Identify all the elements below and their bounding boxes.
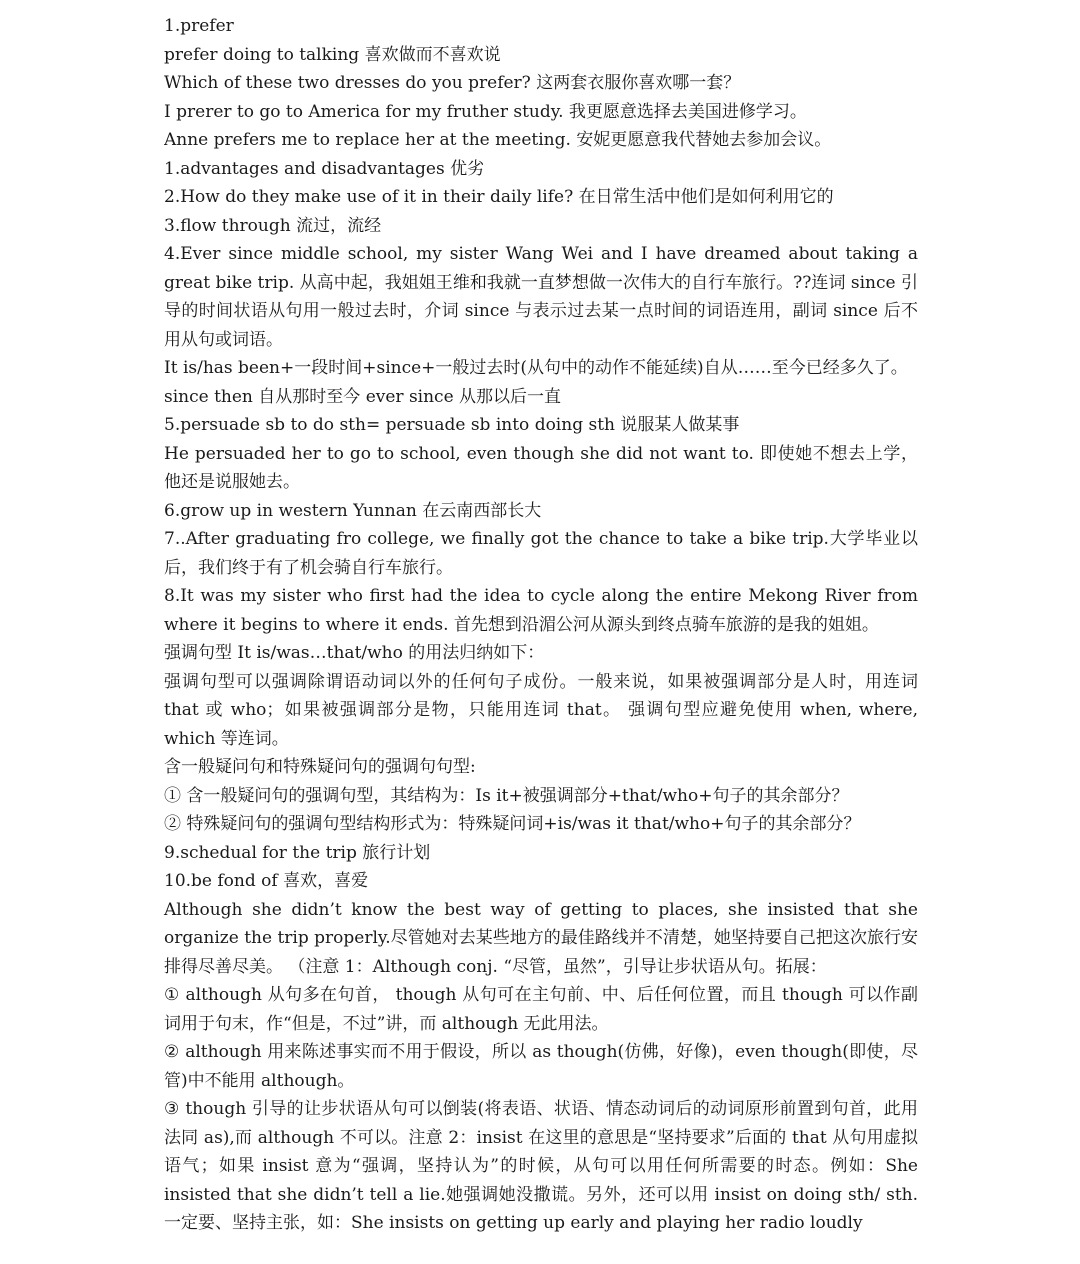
text-line: 10.be fond of 喜欢，喜爱 [164,871,369,891]
document-body [164,12,918,1238]
text-line: 4.Ever since middle school, my sister Wang Wei and I have dreamed about taking a great bike trip. 从高中起，我姐姐王维和我就一直梦想做一次伟大的自行车旅行。??连词 since 引导的时间状语从句用一般过去时，介词 since 与表示过去某一点时间的词语连用，副词 since 后不用从句或词语。 [164,244,918,350]
text-line: 3.flow through 流过，流经 [164,215,382,236]
text-line: ② 特殊疑问句的强调句型结构形式为：特殊疑问词+is/was it that/who+句子的其余部分？ [164,814,861,834]
text-line: 8.It was my sister who first had the idea to cycle along the entire Mekong River from where it begins to where it ends. 首先想到沿湄公河从源头到终点骑车旅游的是我的姐姐。 [164,586,918,635]
text-line: 5.persuade sb to do sth= persuade sb into doing sth 说服某人做某事 [164,415,740,435]
text-line: Which of these two dresses do you prefer? 这两套衣服你喜欢哪一套？ [164,73,741,93]
text-line: ② although 用来陈述事实而不用于假设，所以 as though(仿佛，好像)，even though(即使，尽管)中不能用 although。 [164,1042,918,1091]
text-line: 6.grow up in western Yunnan 在云南西部长大 [164,500,542,521]
text-line: 1.prefer [164,16,234,36]
text-line: I prerer to go to America for my fruther study. 我更愿意选择去美国进修学习。 [164,101,807,122]
text-line: 强调句型 It is/was…that/who 的用法归纳如下： [164,643,545,663]
text-line: It is/has been+一段时间+since+一般过去时(从句中的动作不能延续)自从……至今已经多久了。 [164,358,908,378]
text-line: since then 自从那时至今 ever since 从那以后一直 [164,386,562,407]
text-line: ① although 从句多在句首， though 从句可在主句前、中、后任何位置，而且 though 可以作副词用于句末，作“但是，不过”讲，而 although 无此用法。 [164,985,918,1034]
text-line: He persuaded her to go to school, even though she did not want to. 即使她不想去上学，他还是说服她去。 [164,443,918,492]
text-line: 1.advantages and disadvantages 优劣 [164,158,485,179]
text-line: 9.schedual for the trip 旅行计划 [164,842,431,863]
text-line: 强调句型可以强调除谓语动词以外的任何句子成份。一般来说，如果被强调部分是人时，用连词 that 或 who；如果被强调部分是物，只能用连词 that。 强调句型应避免使用 when, where, which 等连词。 [164,671,918,749]
text-line: Anne prefers me to replace her at the meeting. 安妮更愿意我代替她去参加会议。 [164,130,832,150]
text-line: 含一般疑问句和特殊疑问句的强调句句型: [164,757,476,777]
text-line: 7..After graduating fro college, we finally got the chance to take a bike trip.大学毕业以后，我们终于有了机会骑自行车旅行。 [164,529,918,578]
text-line: ① 含一般疑问句的强调句型，其结构为：Is it+被强调部分+that/who+句子的其余部分？ [164,785,849,806]
text-line: ③ though 引导的让步状语从句可以倒装(将表语、状语、情态动词后的动词原形前置到句首，此用法同 as),而 although 不可以。注意 2：insist 在这里的意思是“坚持要求”后面的 that 从句用虚拟语气；如果 insist 意为“强调，坚持认为”的时候，从句可以用任何所需要的时态。例如：She insisted that she didn’t tell a lie.她强调她没撒谎。另外，还可以用 insist on doing sth/ sth. 一定要、坚持主张，如：She insists on getting up early and playing her radio loudly [164,1099,918,1233]
text-line: Although she didn’t know the best way of getting to places, she insisted that she organize the trip properly.尽管她对去某些地方的最佳路线并不清楚，她坚持要自己把这次旅行安排得尽善尽美。 （注意 1：Although conj. “尽管，虽然”，引导让步状语从句。拓展： [164,899,918,977]
text-line: 2.How do they make use of it in their daily life? 在日常生活中他们是如何利用它的 [164,187,834,207]
text-line: prefer doing to talking 喜欢做而不喜欢说 [164,44,501,65]
